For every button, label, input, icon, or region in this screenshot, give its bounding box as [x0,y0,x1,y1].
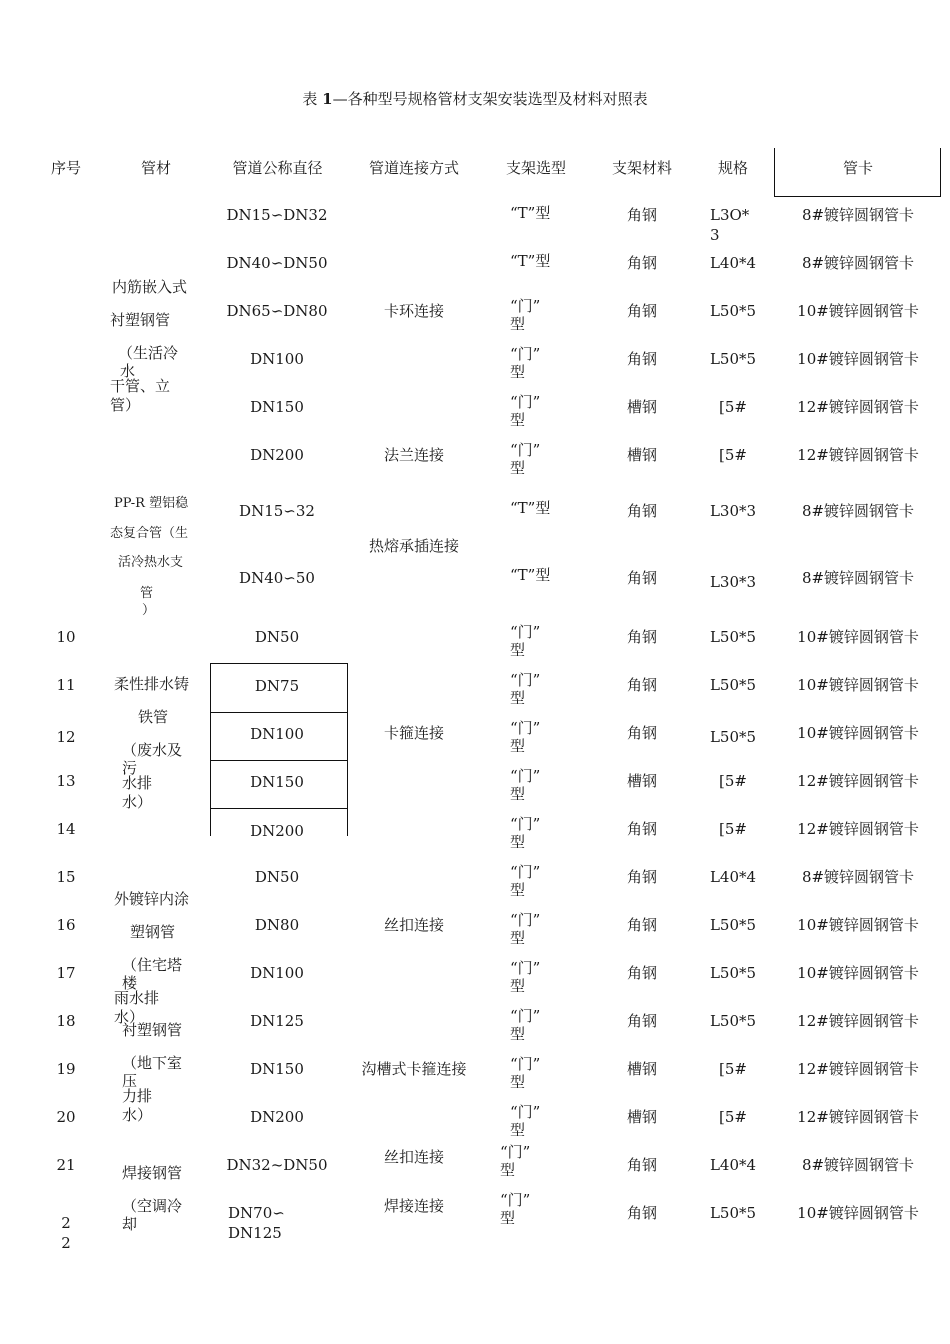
cell-seq: 20 [56,1108,76,1126]
group1-label: 水 [120,362,136,380]
page-title: 表 1—各种型号规格管材支架安装选型及材料对照表 [302,90,648,108]
cell-material: 角钢 [626,1012,657,1030]
conn-label: 卡环连接 [383,302,444,320]
cell-type: “门” [510,911,541,929]
cell-clamp: 8#镀锌圆钢管卡 [801,569,915,587]
cell-material: 角钢 [626,569,657,587]
cell-dn: DN15∽DN32 [226,206,328,224]
group2-label: ） [142,603,156,618]
cell-spec: 3 [710,226,720,244]
group2-label: 管 [140,586,154,601]
cell-seq: 14 [56,820,76,838]
cell-spec: L50*5 [709,728,757,746]
cell-clamp: 8#镀锌圆钢管卡 [801,868,915,886]
cell-type: 型 [510,641,526,659]
group4-label: 塑钢管 [130,923,176,941]
cell-type: “T”型 [510,499,551,517]
cell-type: “门” [510,815,541,833]
cell-material: 角钢 [626,964,657,982]
group4-label: 雨水排 [114,989,160,1007]
cell-type: 型 [510,363,526,381]
cell-type: 型 [510,929,526,947]
header-clamp: 管卡 [842,159,873,177]
cell-dn: DN200 [250,822,304,840]
cell-material: 角钢 [626,724,657,742]
cell-spec: L40*4 [709,868,757,886]
header-conn: 管道连接方式 [368,159,459,177]
conn-label: 卡箍连接 [383,724,444,742]
cell-type: 型 [500,1161,516,1179]
cell-spec: L50*5 [709,1012,757,1030]
cell-type: “门” [510,863,541,881]
cell-clamp: 10#镀锌圆钢管卡 [797,628,919,646]
cell-type: 型 [510,411,526,429]
cell-clamp: 8#镀锌圆钢管卡 [801,502,915,520]
cell-material: 角钢 [626,820,657,838]
dn-box-border [210,663,348,664]
cell-dn: DN150 [250,773,304,791]
dn-box-border [210,663,211,836]
header-dn: 管道公称直径 [232,159,323,177]
cell-material: 角钢 [626,868,657,886]
cell-spec: L50*5 [709,1204,757,1222]
cell-type: “门” [510,623,541,641]
cell-type: “门” [510,345,541,363]
cell-type: “门” [510,1007,541,1025]
conn-label: 法兰连接 [383,446,444,464]
cell-type: 型 [510,315,526,333]
cell-seq: 2 [61,1214,71,1232]
cell-seq: 2 [61,1234,71,1252]
cell-type: “门” [510,297,541,315]
cell-type: 型 [510,977,526,995]
conn-label: 焊接连接 [383,1197,444,1215]
cell-material: 角钢 [626,1156,657,1174]
cell-dn: DN125 [250,1012,304,1030]
cell-clamp: 12#镀锌圆钢管卡 [797,772,919,790]
cell-type: “门” [500,1143,531,1161]
group6-label: 却 [122,1215,138,1233]
cell-material: 角钢 [626,254,657,272]
cell-type: 型 [510,1025,526,1043]
cell-spec: L40*4 [709,1156,757,1174]
dn-box-border [347,663,348,836]
cell-type: “门” [510,1055,541,1073]
cell-type: 型 [510,689,526,707]
group1-label: 衬塑钢管 [110,311,171,329]
cell-dn: DN200 [250,446,304,464]
conn-label: 丝扣连接 [383,1148,444,1166]
cell-dn: DN100 [250,350,304,368]
cell-type: “T”型 [510,204,551,222]
cell-material: 角钢 [626,302,657,320]
group4-label: 楼 [122,974,138,992]
group3-label: （废水及 [122,741,183,759]
group1-label: 内筋嵌入式 [112,278,188,296]
cell-clamp: 10#镀锌圆钢管卡 [797,916,919,934]
cell-type: “门” [510,1103,541,1121]
cell-dn: DN50 [254,868,300,886]
header-clamp-border [774,148,775,196]
cell-dn: DN125 [228,1224,282,1242]
cell-type: 型 [510,881,526,899]
cell-type: 型 [510,833,526,851]
cell-material: 角钢 [626,628,657,646]
cell-seq: 21 [56,1156,76,1174]
cell-dn: DN100 [250,964,304,982]
header-mat: 支架材料 [611,159,672,177]
cell-clamp: 8#镀锌圆钢管卡 [801,1156,915,1174]
cell-type: 型 [510,737,526,755]
cell-dn: DN80 [254,916,300,934]
group2-label: 态复合管（生 [110,526,189,541]
cell-spec: L30*3 [709,502,757,520]
cell-spec: L50*5 [709,350,757,368]
group5-label: 水） [122,1106,153,1124]
header-type: 支架选型 [505,159,566,177]
cell-material: 槽钢 [626,398,657,416]
cell-dn: DN70∽ [228,1204,285,1222]
cell-clamp: 12#镀锌圆钢管卡 [797,820,919,838]
cell-seq: 17 [56,964,76,982]
cell-material: 角钢 [626,502,657,520]
cell-clamp: 12#镀锌圆钢管卡 [797,1012,919,1030]
cell-dn: DN40∽DN50 [226,254,328,272]
group5-label: （地下室 [122,1054,183,1072]
group2-label: PP-R 塑铝稳 [114,496,189,511]
cell-material: 槽钢 [626,446,657,464]
cell-seq: 10 [56,628,76,646]
cell-spec: L50*5 [709,302,757,320]
cell-dn: DN15∽32 [239,502,315,520]
group5-label: 力排 [122,1087,153,1105]
cell-dn: DN200 [250,1108,304,1126]
cell-type: “门” [510,671,541,689]
group6-label: （空调冷 [122,1197,183,1215]
cell-seq: 12 [56,728,76,746]
cell-clamp: 10#镀锌圆钢管卡 [797,302,919,320]
group3-label: 柔性排水铸 [114,675,190,693]
dn-box-border [210,808,348,809]
dn-box-border [210,712,348,713]
cell-dn: DN75 [254,677,300,695]
cell-type: “门” [510,393,541,411]
cell-type: “T”型 [510,566,551,584]
cell-material: 角钢 [626,1204,657,1222]
cell-dn: DN150 [250,398,304,416]
cell-type: 型 [510,785,526,803]
cell-type: 型 [510,1121,526,1139]
cell-material: 槽钢 [626,1108,657,1126]
cell-seq: 15 [56,868,76,886]
cell-type: “门” [510,719,541,737]
cell-material: 槽钢 [626,772,657,790]
cell-dn: DN32~DN50 [226,1156,328,1174]
group1-label: 管） [110,396,141,414]
cell-dn: DN65∽DN80 [226,302,328,320]
cell-type: 型 [500,1209,516,1227]
cell-type: 型 [510,1073,526,1091]
group1-label: 干管、立 [110,377,171,395]
conn-label: 沟槽式卡箍连接 [361,1060,467,1078]
cell-spec: [5# [719,398,747,416]
group4-label: （住宅塔 [122,956,183,974]
cell-spec: L50*5 [709,964,757,982]
cell-spec: L50*5 [709,628,757,646]
cell-seq: 19 [56,1060,76,1078]
group2-label: 活冷热水支 [118,555,184,570]
group3-label: 水排 [122,774,153,792]
dn-box-border [210,760,348,761]
cell-seq: 18 [56,1012,76,1030]
group1-label: （生活冷 [118,344,179,362]
cell-clamp: 10#镀锌圆钢管卡 [797,724,919,742]
conn-label: 热熔承插连接 [368,537,459,555]
header-seq: 序号 [50,159,81,177]
cell-material: 槽钢 [626,1060,657,1078]
cell-type: “门” [510,441,541,459]
cell-clamp: 8#镀锌圆钢管卡 [801,206,915,224]
cell-dn: DN40∽50 [239,569,315,587]
cell-clamp: 12#镀锌圆钢管卡 [797,398,919,416]
cell-material: 角钢 [626,916,657,934]
group3-label: 水） [122,793,153,811]
cell-spec: L3O* [710,206,750,224]
header-pipe: 管材 [140,159,171,177]
cell-seq: 11 [56,676,76,694]
cell-dn: DN150 [250,1060,304,1078]
cell-material: 角钢 [626,350,657,368]
cell-material: 角钢 [626,206,657,224]
cell-clamp: 10#镀锌圆钢管卡 [797,676,919,694]
cell-type: “门” [510,959,541,977]
cell-spec: L50*5 [709,916,757,934]
cell-spec: [5# [719,820,747,838]
cell-clamp: 12#镀锌圆钢管卡 [797,1108,919,1126]
cell-spec: [5# [719,1108,747,1126]
cell-dn: DN50 [254,628,300,646]
cell-clamp: 10#镀锌圆钢管卡 [797,964,919,982]
header-clamp-border [774,196,941,197]
group3-label: 铁管 [138,708,169,726]
group5-label: 衬塑钢管 [122,1021,183,1039]
group5-label: 压 [122,1072,138,1090]
cell-clamp: 10#镀锌圆钢管卡 [797,350,919,368]
cell-clamp: 12#镀锌圆钢管卡 [797,1060,919,1078]
cell-seq: 16 [56,916,76,934]
cell-type: “门” [500,1191,531,1209]
group4-label: 水） [114,1008,145,1026]
cell-type: “T”型 [510,252,551,270]
cell-spec: L30*3 [709,573,757,591]
cell-spec: L40*4 [709,254,757,272]
group4-label: 外镀锌内涂 [114,890,190,908]
cell-type: 型 [510,459,526,477]
group3-label: 污 [122,759,138,777]
cell-material: 角钢 [626,676,657,694]
group6-label: 焊接钢管 [122,1164,183,1182]
cell-spec: [5# [719,772,747,790]
header-clamp-border [940,148,941,196]
cell-type: “门” [510,767,541,785]
cell-spec: L50*5 [709,676,757,694]
cell-seq: 13 [56,772,76,790]
conn-label: 丝扣连接 [383,916,444,934]
cell-clamp: 8#镀锌圆钢管卡 [801,254,915,272]
cell-clamp: 10#镀锌圆钢管卡 [797,1204,919,1222]
header-spec: 规格 [717,159,748,177]
cell-spec: [5# [719,446,747,464]
cell-clamp: 12#镀锌圆钢管卡 [797,446,919,464]
cell-dn: DN100 [250,725,304,743]
cell-spec: [5# [719,1060,747,1078]
